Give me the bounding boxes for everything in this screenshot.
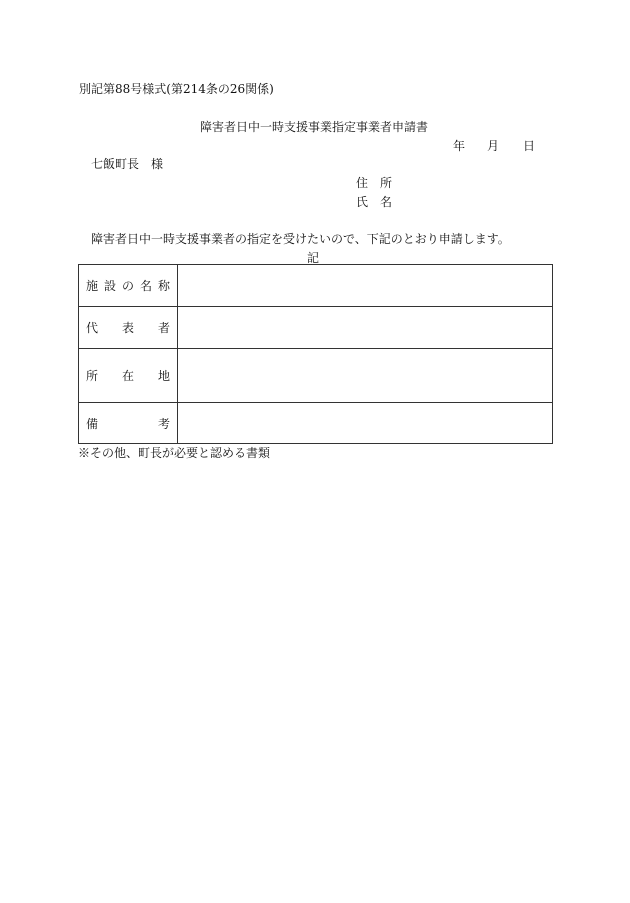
label-char: の [121, 279, 134, 293]
applicant-name-label: 氏 名 [356, 195, 393, 209]
ki-heading: 記 [307, 251, 320, 265]
footnote: ※その他、町長が必要と認める書類 [78, 446, 271, 460]
remarks-label [86, 415, 170, 432]
location-label [86, 367, 170, 384]
table-row-label [79, 265, 178, 307]
label-char: 表 [121, 321, 134, 335]
label-char: 施 [86, 279, 99, 293]
date-day-label: 日 [523, 139, 536, 153]
label-char: 者 [157, 321, 170, 335]
label-char: 地 [157, 369, 170, 383]
label-char: 在 [121, 369, 134, 383]
label-char: 代 [86, 321, 99, 335]
table-row [79, 265, 553, 307]
label-char: 称 [157, 279, 170, 293]
request-statement: 障害者日中一時支援事業者の指定を受けたいので、下記のとおり申請します。 [91, 232, 510, 246]
applicant-address-label: 住 所 [356, 176, 393, 190]
form-number: 別記第88号様式(第214条の26関係) [79, 82, 274, 96]
table-row-label [79, 307, 178, 349]
location-field[interactable] [178, 349, 553, 403]
table-row-label [79, 349, 178, 403]
label-char: 備 [86, 416, 99, 431]
representative-label [86, 319, 170, 336]
document-title: 障害者日中一時支援事業指定事業者申請書 [200, 120, 429, 134]
table-row-label [79, 403, 178, 444]
label-char: 所 [86, 369, 99, 383]
remarks-field[interactable] [178, 403, 553, 444]
date-month-label: 月 [487, 139, 500, 153]
label-char: 名 [139, 279, 152, 293]
table-row [79, 349, 553, 403]
application-table [78, 264, 553, 444]
label-char: 考 [157, 416, 170, 431]
table-row [79, 307, 553, 349]
representative-field[interactable] [178, 307, 553, 349]
addressee: 七飯町長 様 [91, 157, 164, 171]
date-year-label: 年 [453, 139, 466, 153]
label-char: 設 [103, 279, 116, 293]
table-row [79, 403, 553, 444]
facility-name-field[interactable] [178, 265, 553, 307]
facility-name-label [86, 277, 170, 294]
